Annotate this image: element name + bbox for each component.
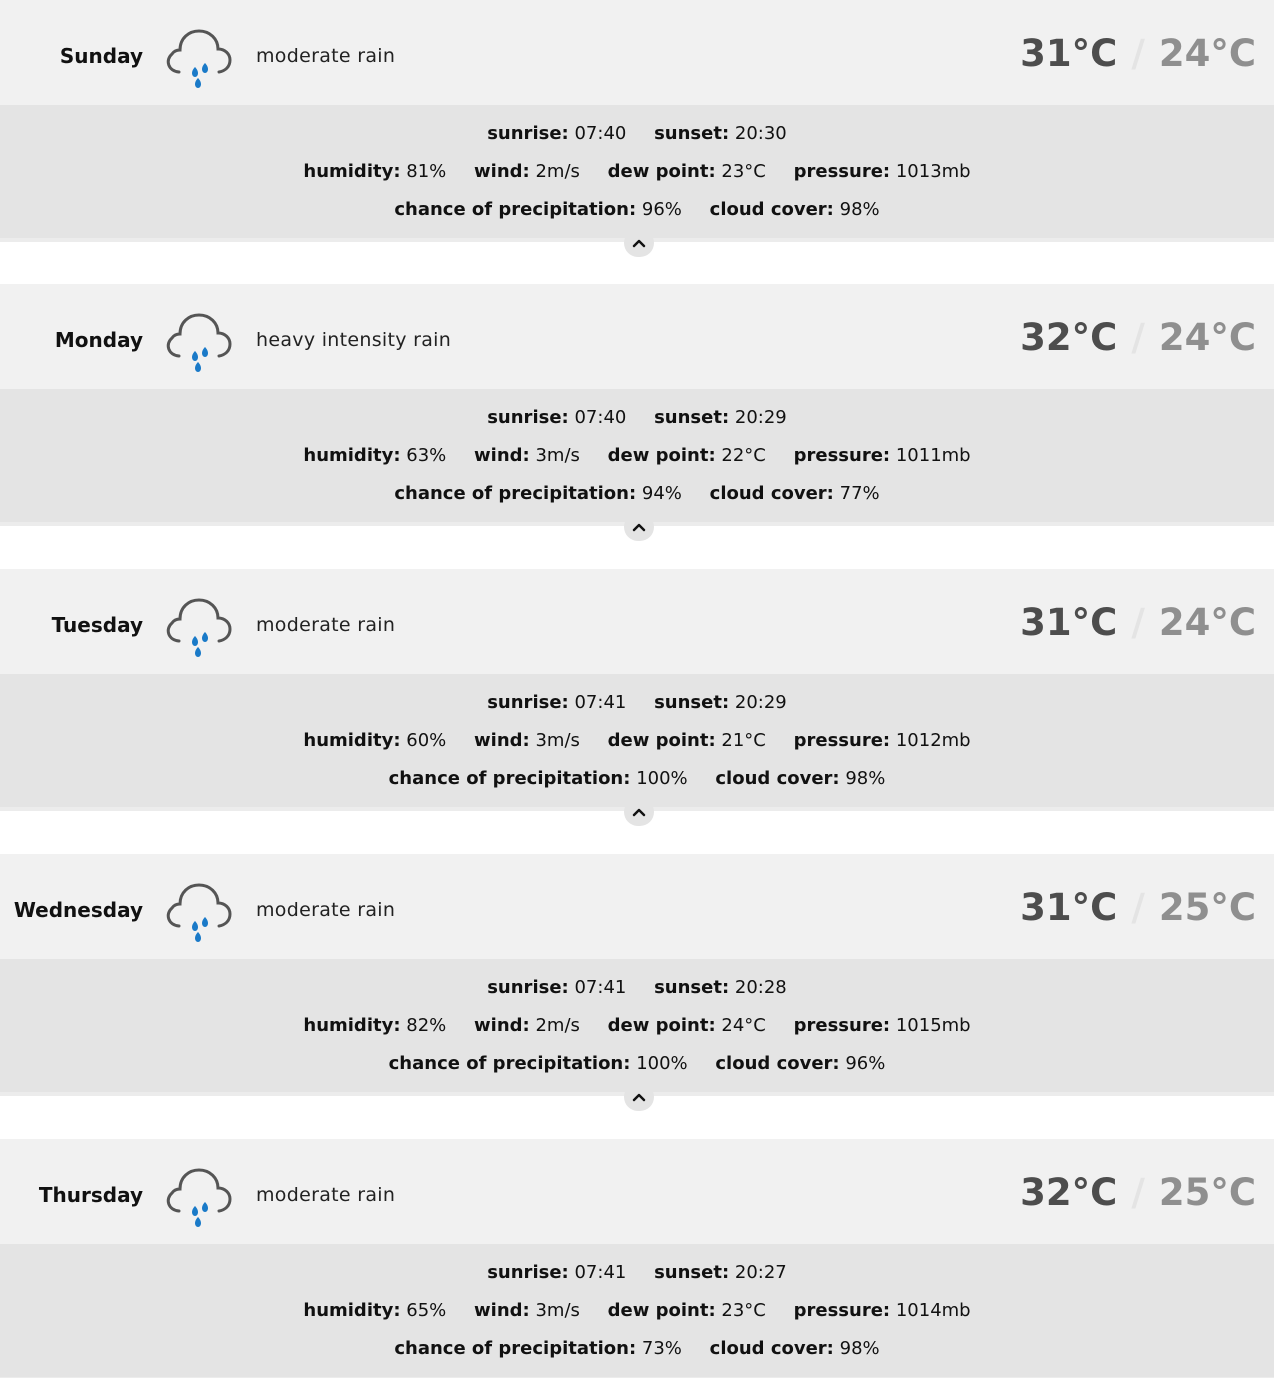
day-header[interactable] <box>0 1139 1274 1244</box>
day-name: Tuesday <box>51 613 143 637</box>
temp-separator: / <box>1131 601 1145 644</box>
temp-high: 32°C <box>1020 1171 1118 1214</box>
humidity-stat: humidity: 82% <box>303 1015 447 1036</box>
humidity-stat: humidity: 60% <box>303 730 447 751</box>
temp-separator: / <box>1131 316 1145 359</box>
collapse-toggle-button[interactable] <box>624 513 654 541</box>
dew-point-stat: dew point: 24°C <box>607 1015 766 1036</box>
temp-separator: / <box>1131 32 1145 75</box>
moderate-rain-icon <box>163 878 235 948</box>
humidity-stat: humidity: 63% <box>303 445 447 466</box>
pressure-stat: pressure: 1013mb <box>793 161 971 182</box>
day-card-thursday <box>0 1139 1274 1378</box>
cloud-cover-stat: cloud cover: 98% <box>709 199 880 220</box>
pressure-stat: pressure: 1012mb <box>793 730 971 751</box>
humidity-stat: humidity: 81% <box>303 161 447 182</box>
day-header[interactable] <box>0 854 1274 959</box>
weather-description: moderate rain <box>256 1184 396 1206</box>
day-card-wednesday <box>0 854 1274 1139</box>
day-header[interactable] <box>0 0 1274 105</box>
day-name: Thursday <box>38 1183 143 1207</box>
precipitation-stat: chance of precipitation: 100% <box>388 1053 688 1074</box>
cloud-cover-stat: cloud cover: 98% <box>709 1338 880 1359</box>
precipitation-stat: chance of precipitation: 100% <box>388 768 688 789</box>
dew-point-stat: dew point: 23°C <box>607 1300 766 1321</box>
humidity-stat: humidity: 65% <box>303 1300 447 1321</box>
cloud-cover-stat: cloud cover: 98% <box>715 768 886 789</box>
temp-high: 31°C <box>1020 886 1118 929</box>
pressure-stat: pressure: 1011mb <box>793 445 971 466</box>
moderate-rain-icon <box>163 593 235 663</box>
precipitation-stat: chance of precipitation: 94% <box>394 483 682 504</box>
temp-low: 24°C <box>1158 32 1256 75</box>
collapse-toggle-button[interactable] <box>624 798 654 826</box>
sunrise-stat: sunrise: 07:41 <box>487 1262 627 1283</box>
weather-description: heavy intensity rain <box>256 329 452 351</box>
temperature-range <box>1020 601 1256 644</box>
weather-description: moderate rain <box>256 45 396 67</box>
precipitation-stat: chance of precipitation: 73% <box>394 1338 682 1359</box>
temp-separator: / <box>1131 1171 1145 1214</box>
temperature-range <box>1020 316 1256 359</box>
pressure-stat: pressure: 1014mb <box>793 1300 971 1321</box>
precipitation-stat: chance of precipitation: 96% <box>394 199 682 220</box>
dew-point-stat: dew point: 22°C <box>607 445 766 466</box>
collapse-toggle-button[interactable] <box>624 1083 654 1111</box>
temp-low: 25°C <box>1158 886 1256 929</box>
moderate-rain-icon <box>163 24 235 94</box>
chevron-up-icon <box>632 238 646 248</box>
day-name: Monday <box>54 328 143 352</box>
collapse-toggle-button[interactable] <box>624 229 654 257</box>
day-details <box>0 105 1274 242</box>
dew-point-stat: dew point: 21°C <box>607 730 766 751</box>
pressure-stat: pressure: 1015mb <box>793 1015 971 1036</box>
day-card-tuesday <box>0 569 1274 854</box>
day-details <box>0 1244 1274 1378</box>
sunrise-stat: sunrise: 07:41 <box>487 692 627 713</box>
day-card-sunday <box>0 0 1274 285</box>
sunrise-stat: sunrise: 07:40 <box>487 407 627 428</box>
wind-stat: wind: 3m/s <box>474 1300 580 1321</box>
temp-high: 32°C <box>1020 316 1118 359</box>
chevron-up-icon <box>632 807 646 817</box>
wind-stat: wind: 2m/s <box>474 161 580 182</box>
temperature-range <box>1020 886 1256 929</box>
moderate-rain-icon <box>163 1163 235 1233</box>
temp-high: 31°C <box>1020 601 1118 644</box>
temp-low: 25°C <box>1158 1171 1256 1214</box>
temp-separator: / <box>1131 886 1145 929</box>
temperature-range <box>1020 1171 1256 1214</box>
day-details <box>0 959 1274 1096</box>
day-details <box>0 674 1274 811</box>
sunset-stat: sunset: 20:29 <box>654 692 787 713</box>
sunrise-stat: sunrise: 07:40 <box>487 123 627 144</box>
dew-point-stat: dew point: 23°C <box>607 161 766 182</box>
cloud-cover-stat: cloud cover: 77% <box>709 483 880 504</box>
day-details <box>0 389 1274 526</box>
temp-low: 24°C <box>1158 316 1256 359</box>
sunset-stat: sunset: 20:29 <box>654 407 787 428</box>
chevron-up-icon <box>632 1092 646 1102</box>
wind-stat: wind: 3m/s <box>474 730 580 751</box>
temp-low: 24°C <box>1158 601 1256 644</box>
sunrise-stat: sunrise: 07:41 <box>487 977 627 998</box>
day-card-monday <box>0 284 1274 569</box>
wind-stat: wind: 2m/s <box>474 1015 580 1036</box>
sunset-stat: sunset: 20:27 <box>654 1262 787 1283</box>
day-header[interactable] <box>0 284 1274 389</box>
sunset-stat: sunset: 20:28 <box>654 977 787 998</box>
weather-description: moderate rain <box>256 614 396 636</box>
day-name: Sunday <box>59 44 143 68</box>
cloud-cover-stat: cloud cover: 96% <box>715 1053 886 1074</box>
sunset-stat: sunset: 20:30 <box>654 123 787 144</box>
day-name: Wednesday <box>13 898 143 922</box>
temperature-range <box>1020 32 1256 75</box>
temp-high: 31°C <box>1020 32 1118 75</box>
wind-stat: wind: 3m/s <box>474 445 580 466</box>
chevron-up-icon <box>632 522 646 532</box>
day-header[interactable] <box>0 569 1274 674</box>
weather-description: moderate rain <box>256 899 396 921</box>
heavy-rain-icon <box>163 308 235 378</box>
